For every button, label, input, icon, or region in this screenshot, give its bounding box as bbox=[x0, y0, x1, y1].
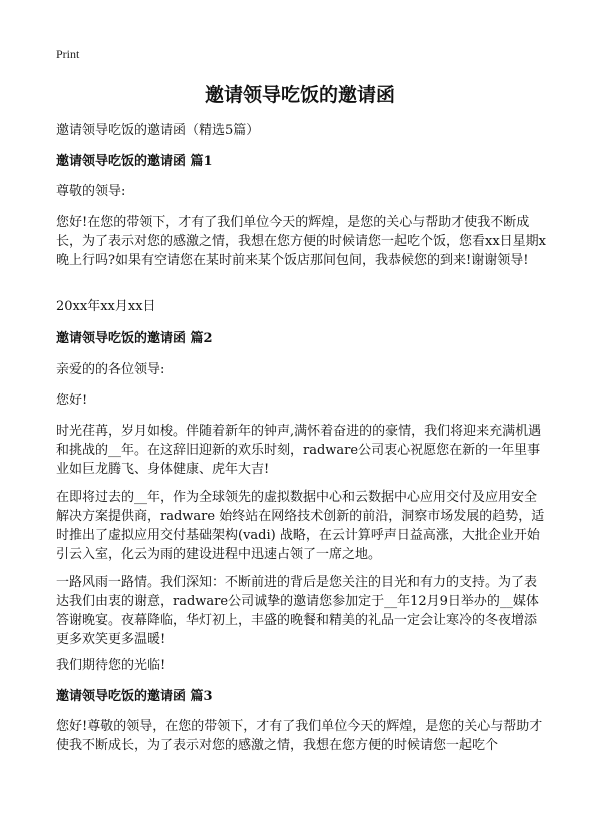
section2-closing: 我们期待您的光临! bbox=[56, 658, 166, 673]
section1-heading: 邀请领导吃饭的邀请函 篇1 bbox=[56, 154, 213, 169]
section3-body: 您好!尊敬的领导，在您的带领下，才有了我们单位今天的辉煌，是您的关心与帮助才使我不断成长，为了表示对您的感激之情，我想在您方便的时候请您一起吃个 bbox=[56, 719, 543, 753]
section2-paragraph-1: 时光荏苒，岁月如梭。伴随着新年的钟声,满怀着奋进的的豪情，我们将迎来充满机遇和挑战的__年。在这辞旧迎新的欢乐时刻，radware公司衷心祝愿您在新的一年里事业如巨龙腾飞、身体健康、虎年大吉! bbox=[56, 424, 542, 477]
section2-heading: 邀请领导吃饭的邀请函 篇2 bbox=[56, 331, 213, 346]
section2-greeting: 您好! bbox=[56, 393, 88, 408]
section1-body: 您好!在您的带领下，才有了我们单位今天的辉煌，是您的关心与帮助才使我不断成长，为了表示对您的感激之情，我想在您方便的时候请您一起吃个饭，您看xx日星期x晚上行吗?如果有空请您在某时前来某个饭店那间包间，我恭候您的到来!谢谢领导! bbox=[56, 215, 546, 268]
section3-heading: 邀请领导吃饭的邀请函 篇3 bbox=[56, 689, 213, 704]
section1-date: 20xx年xx月xx日 bbox=[56, 299, 156, 314]
page-title: 邀请领导吃饭的邀请函 bbox=[204, 84, 395, 106]
intro-line: 邀请领导吃饭的邀请函（精选5篇） bbox=[56, 123, 260, 138]
print-label: Print bbox=[56, 47, 80, 61]
section1-salutation: 尊敬的领导: bbox=[56, 184, 126, 199]
section2-salutation: 亲爱的的各位领导: bbox=[56, 362, 165, 377]
section2-paragraph-2: 在即将过去的__年，作为全球领先的虚拟数据中心和云数据中心应用交付及应用安全解决方案提供商，radware 始终站在网络技术创新的前沿，洞察市场发展的趋势，适时推出了虚拟应用交付基础架构(vadi) 战略，在云计算呼声日益高涨，大批企业开始引云入室，化云为雨的建设进程中迅速占领了一席之地。 bbox=[56, 490, 545, 562]
section2-paragraph-3: 一路风雨一路情。我们深知：不断前进的背后是您关注的目光和有力的支持。为了表达我们由衷的谢意，radware公司诚挚的邀请您参加定于__年12月9日举办的__媒体答谢晚宴。夜幕降临，华灯初上，丰盛的晚餐和精美的礼品一定会让寒冷的冬夜增添更多欢笑更多温暖! bbox=[56, 575, 539, 647]
